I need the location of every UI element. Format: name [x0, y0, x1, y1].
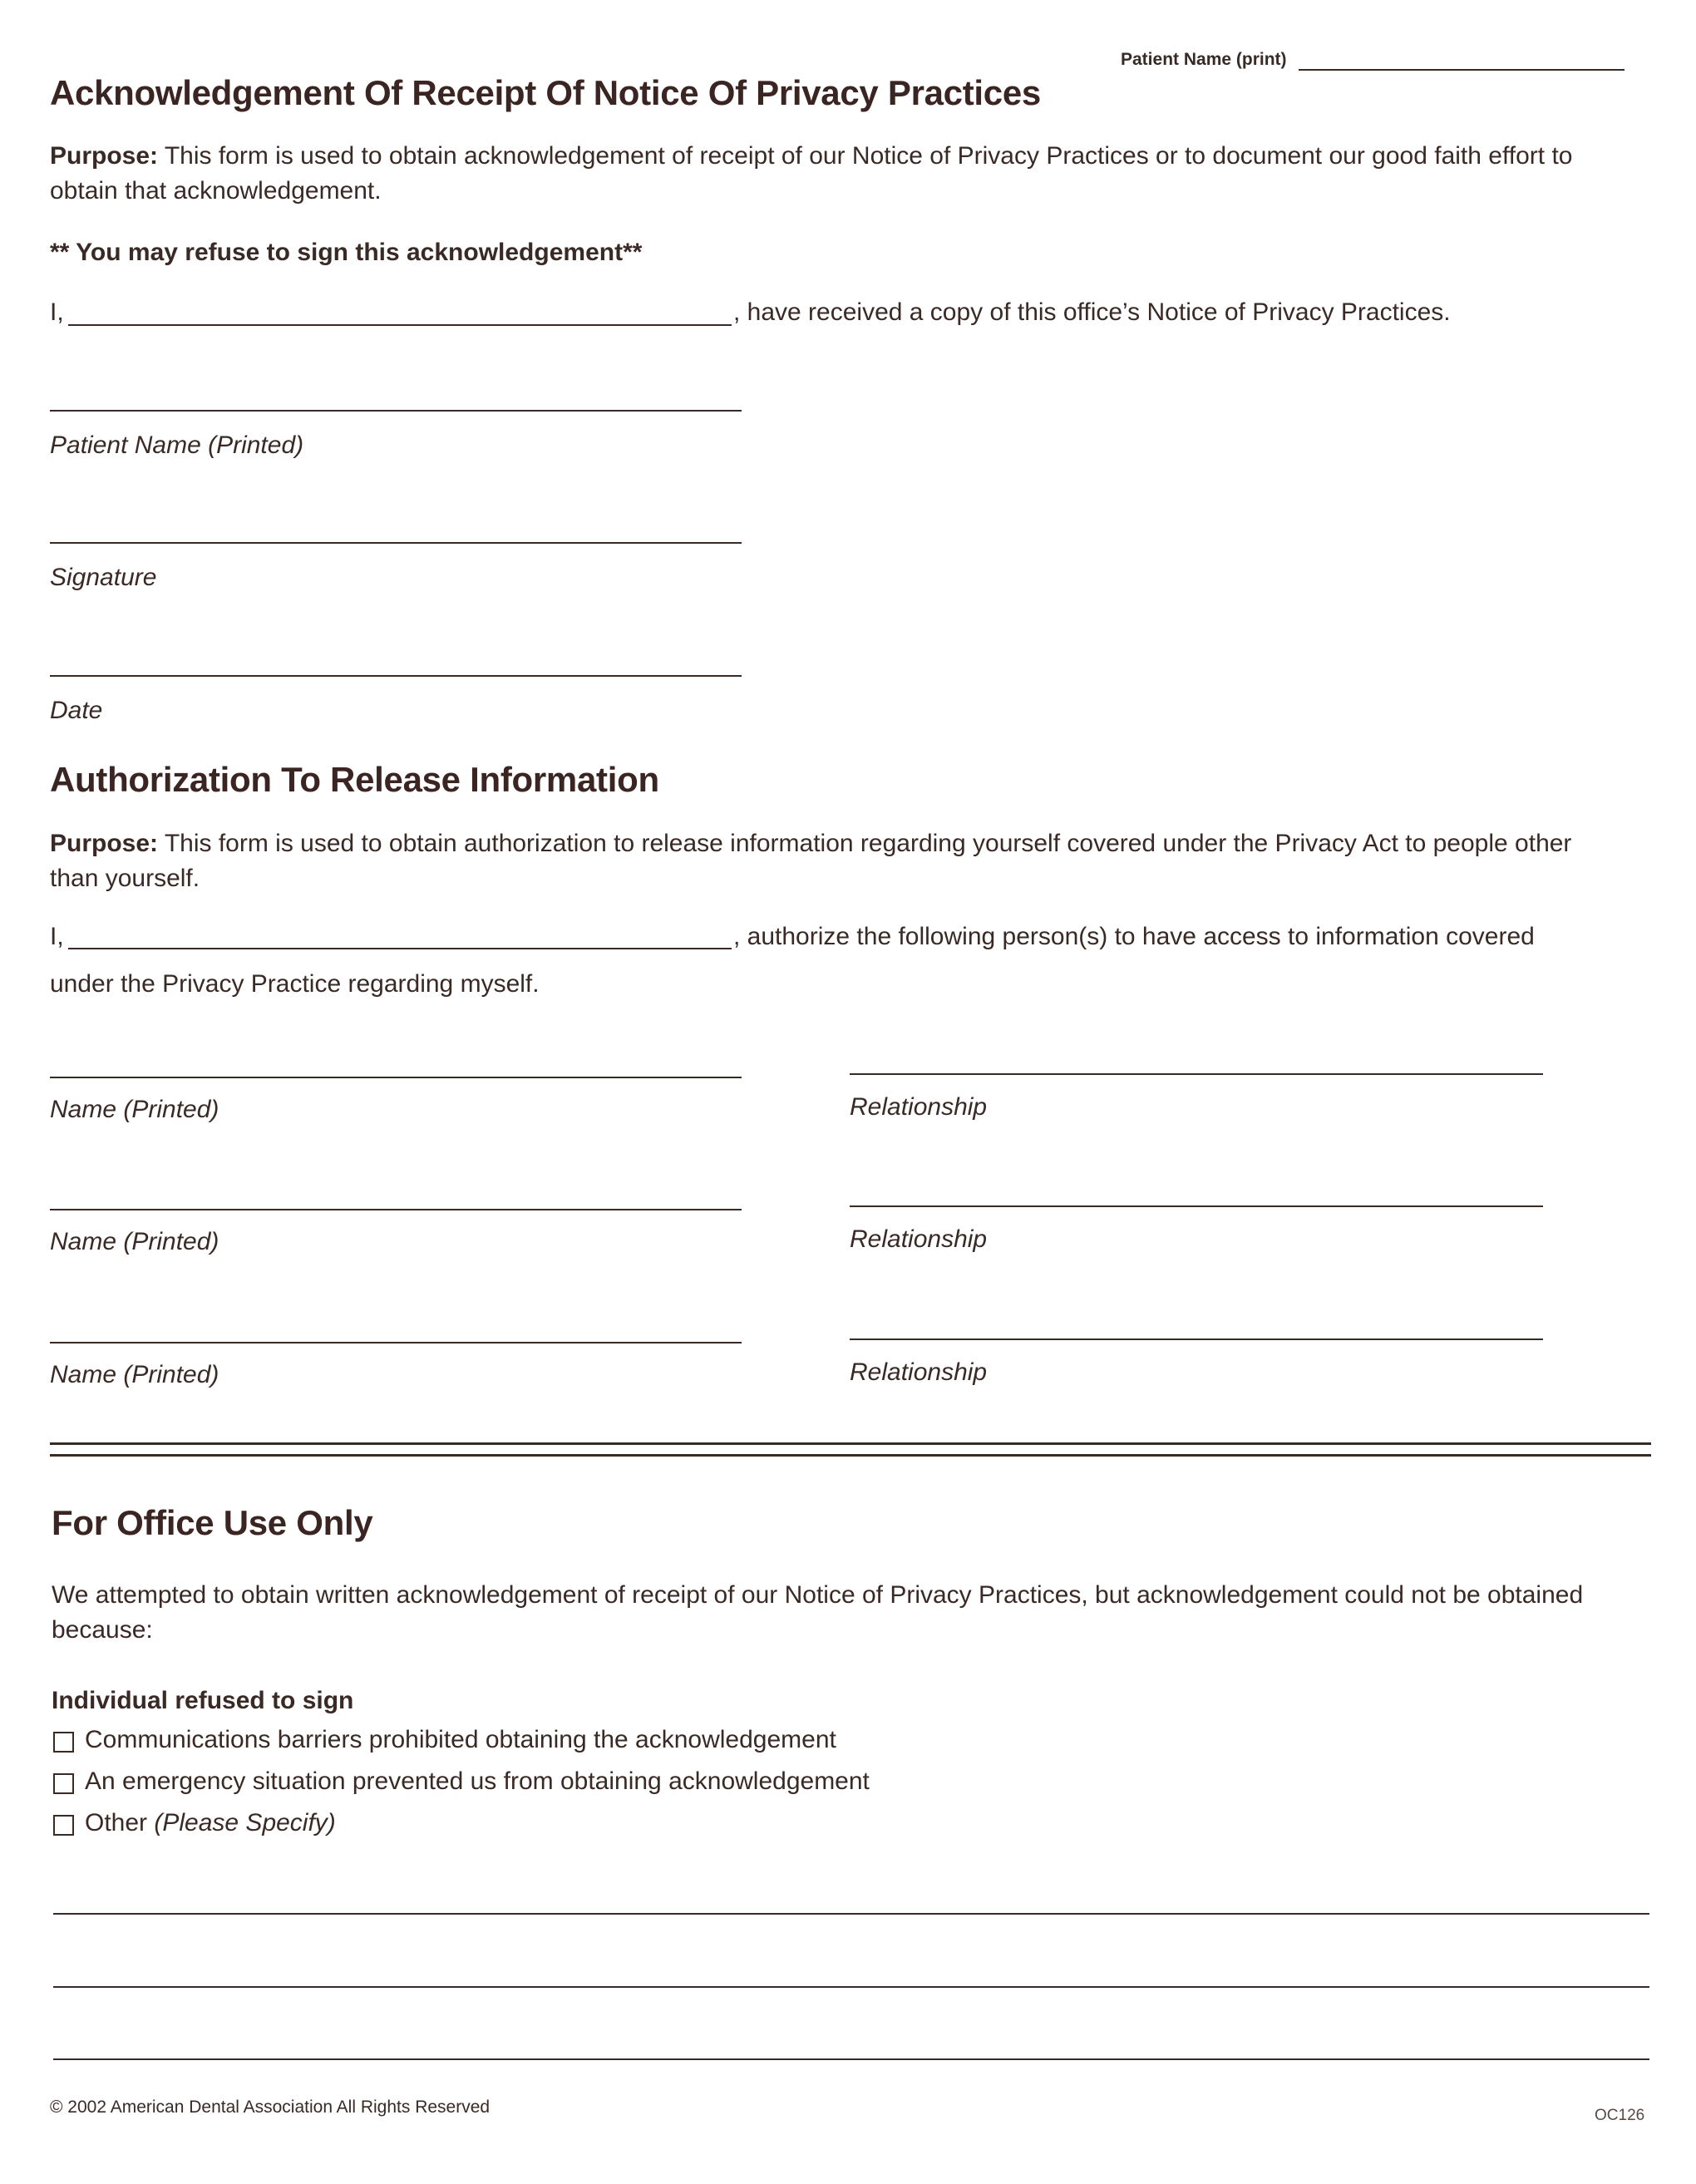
signature-line — [50, 542, 742, 544]
authorized-name-label-2: Name (Printed) — [50, 1228, 219, 1255]
form-code: OC126 — [1595, 2107, 1645, 2124]
purpose-text: This form is used to obtain acknowledgement of receipt of our Notice of Privacy Practices or to document our good faith effort to obtain that acknowledgement. — [50, 142, 1573, 205]
date-label: Date — [50, 697, 103, 724]
checkbox-emergency-situation[interactable] — [53, 1773, 74, 1794]
relationship-field-1[interactable] — [850, 1039, 1543, 1072]
signature-label: Signature — [50, 564, 157, 591]
authorized-name-line-2 — [50, 1209, 742, 1210]
acknowledgement-purpose — [50, 139, 1629, 209]
relationship-label-2: Relationship — [850, 1225, 988, 1253]
authorized-name-line-1 — [50, 1077, 742, 1078]
date-line — [50, 675, 742, 677]
please-specify: (Please Specify) — [154, 1809, 336, 1836]
signature-field[interactable] — [50, 508, 742, 541]
office-intro: We attempted to obtain written acknowledgement of receipt of our Notice of Privacy Practices, but acknowledgement could not be obtained because: — [52, 1581, 1584, 1644]
relationship-line-1 — [850, 1073, 1543, 1075]
authorize-text: , authorize the following person(s) to have access to information covered — [733, 923, 1535, 950]
authorized-name-field-1[interactable] — [50, 1043, 742, 1076]
purpose-text: This form is used to obtain authorization to release information regarding yourself covered under the Privacy Act to people other than yourself. — [50, 830, 1572, 892]
patient-name-printed-line — [50, 410, 742, 412]
specify-line-3 — [53, 2058, 1649, 2060]
specify-line-1 — [53, 1913, 1649, 1915]
office-title: For Office Use Only — [52, 1503, 373, 1542]
relationship-line-2 — [850, 1205, 1543, 1207]
authorized-name-field-3[interactable] — [50, 1308, 742, 1341]
option-label-other: Other (Please Specify) — [85, 1809, 336, 1836]
relationship-label-3: Relationship — [850, 1358, 988, 1386]
relationship-field-2[interactable] — [850, 1171, 1543, 1205]
purpose-label: Purpose: — [50, 142, 159, 170]
authorized-name-line-3 — [50, 1342, 742, 1343]
patient-name-print-line — [1299, 69, 1625, 71]
section-divider-bottom — [50, 1454, 1651, 1457]
option-label-communications: Communications barriers prohibited obtaining the acknowledgement — [85, 1726, 836, 1753]
specify-field-1[interactable] — [53, 1881, 1649, 1914]
authorization-purpose — [50, 826, 1613, 896]
auth-name-line — [68, 948, 732, 949]
relationship-field-3[interactable] — [850, 1304, 1543, 1338]
authorized-name-label-3: Name (Printed) — [50, 1361, 219, 1388]
auth-i-prefix: I, — [50, 923, 64, 950]
ack-name-field[interactable] — [68, 293, 732, 326]
authorize-text-2: under the Privacy Practice regarding myself. — [50, 970, 540, 998]
specify-field-3[interactable] — [53, 2026, 1649, 2059]
copyright: © 2002 American Dental Association All Rights Reserved — [50, 2098, 491, 2117]
auth-name-field[interactable] — [68, 916, 732, 949]
section-divider-top — [50, 1442, 1651, 1445]
ack-i-prefix: I, — [50, 298, 64, 326]
authorization-title: Authorization To Release Information — [50, 760, 659, 799]
specify-line-2 — [53, 1986, 1649, 1988]
refuse-note: ** You may refuse to sign this acknowledgement** — [50, 239, 643, 266]
patient-name-printed-field[interactable] — [50, 376, 742, 409]
patient-name-print-field[interactable] — [1299, 35, 1625, 68]
patient-name-printed-label: Patient Name (Printed) — [50, 431, 304, 459]
patient-name-print-label: Patient Name (print) — [1121, 50, 1287, 69]
ack-name-line — [68, 324, 732, 326]
purpose-label: Purpose: — [50, 830, 159, 857]
authorized-name-label-1: Name (Printed) — [50, 1096, 219, 1123]
checkbox-communications-barriers[interactable] — [53, 1732, 74, 1753]
relationship-label-1: Relationship — [850, 1093, 988, 1121]
authorized-name-field-2[interactable] — [50, 1175, 742, 1208]
acknowledgement-title: Acknowledgement Of Receipt Of Notice Of Privacy Practices — [50, 73, 1041, 112]
refused-to-sign-label: Individual refused to sign — [52, 1687, 354, 1714]
option-label-emergency: An emergency situation prevented us from obtaining acknowledgement — [85, 1767, 870, 1795]
specify-field-2[interactable] — [53, 1954, 1649, 1987]
checkbox-other[interactable] — [53, 1815, 74, 1836]
relationship-line-3 — [850, 1339, 1543, 1340]
date-field[interactable] — [50, 641, 742, 674]
received-text: , have received a copy of this office’s Notice of Privacy Practices. — [733, 298, 1451, 326]
